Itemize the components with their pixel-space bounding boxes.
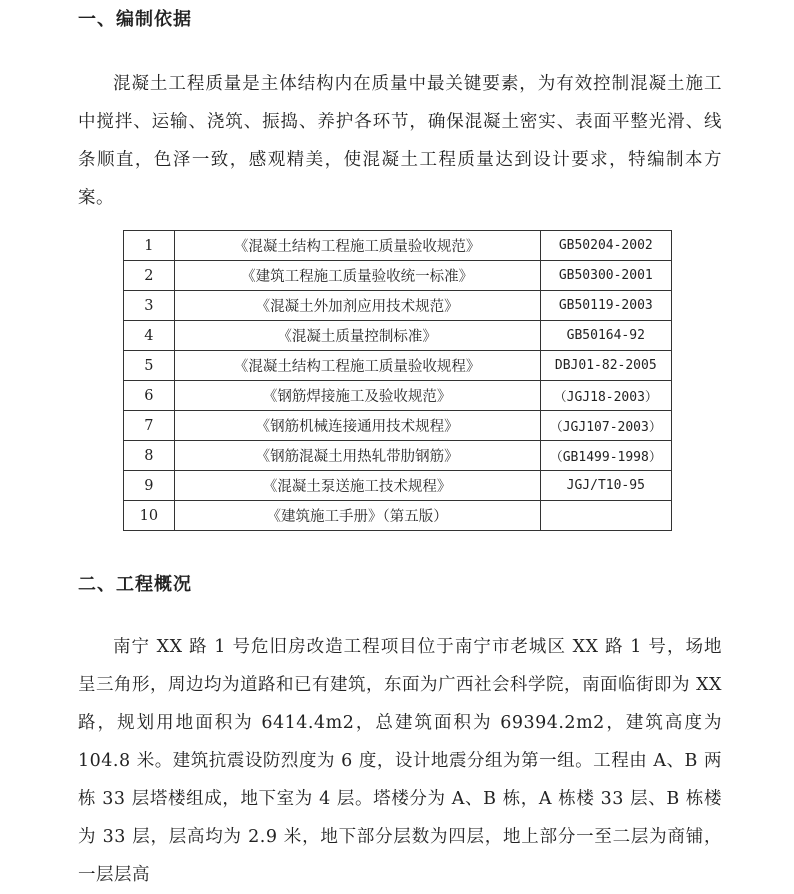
- reference-standards-table: [123, 230, 672, 531]
- row-number-cell: 8: [124, 441, 175, 471]
- row-number-cell: 6: [124, 381, 175, 411]
- basis-paragraph-text: 混凝土工程质量是主体结构内在质量中最关键要素，为有效控制混凝土施工中搅拌、运输、浇筑、振捣、养护各环节，确保混凝土密实、表面平整光滑、线条顺直，色泽一致，感观精美，使混凝土工程质量达到设计要求，特编制本方案。: [78, 74, 722, 208]
- standard-title-cell: 《建筑工程施工质量验收统一标准》: [174, 261, 540, 291]
- row-number-cell: 10: [124, 501, 175, 531]
- standard-title-cell: 《混凝土泵送施工技术规程》: [174, 471, 540, 501]
- overview-paragraph-text: 南宁 XX 路 1 号危旧房改造工程项目位于南宁市老城区 XX 路 1 号，场地呈三角形，周边均为道路和已有建筑，东面为广西社会科学院，南面临街即为 XX 路，规划用地面积为 6414.4m2，总建筑面积为 69394.2m2，建筑高度为 104.8 米。建筑抗震设防烈度为 6 度，设计地震分组为第一组。工程由 A、B 两栋 33 层塔楼组成，地下室为 4 层。塔楼分为 A、B 栋，A 栋楼 33 层、B 栋楼为 33 层，层高均为 2.9 米，地下部分层数为四层，地上部分一至二层为商铺，一层层高: [78, 637, 722, 885]
- section-heading-basis: 一、编制依据: [78, 9, 192, 30]
- standard-title-cell: 《混凝土外加剂应用技术规范》: [174, 291, 540, 321]
- standard-code-cell: GB50119-2003: [540, 291, 671, 321]
- standard-title-cell: 《建筑施工手册》（第五版）: [174, 501, 540, 531]
- standard-code-cell: JGJ/T10-95: [540, 471, 671, 501]
- table-row: [124, 411, 672, 441]
- row-number-cell: 9: [124, 471, 175, 501]
- table-row: [124, 381, 672, 411]
- row-number-cell: 1: [124, 231, 175, 261]
- standard-code-cell: GB50300-2001: [540, 261, 671, 291]
- table-row: [124, 291, 672, 321]
- table-row: [124, 231, 672, 261]
- standard-code-cell: [540, 501, 671, 531]
- section-heading-overview: 二、工程概况: [78, 574, 192, 595]
- standard-code-cell: （JGJ18-2003）: [540, 381, 671, 411]
- standard-code-cell: DBJ01-82-2005: [540, 351, 671, 381]
- standard-title-cell: 《混凝土质量控制标准》: [174, 321, 540, 351]
- standard-code-cell: GB50164-92: [540, 321, 671, 351]
- standard-title-cell: 《钢筋焊接施工及验收规范》: [174, 381, 540, 411]
- standard-title-cell: 《钢筋机械连接通用技术规程》: [174, 411, 540, 441]
- row-number-cell: 7: [124, 411, 175, 441]
- reference-table-body: [124, 231, 672, 531]
- table-row: [124, 351, 672, 381]
- table-row: [124, 471, 672, 501]
- row-number-cell: 3: [124, 291, 175, 321]
- row-number-cell: 5: [124, 351, 175, 381]
- table-row: [124, 321, 672, 351]
- basis-paragraph: [78, 65, 722, 217]
- table-row: [124, 501, 672, 531]
- standard-code-cell: GB50204-2002: [540, 231, 671, 261]
- standard-title-cell: 《钢筋混凝土用热轧带肋钢筋》: [174, 441, 540, 471]
- table-row: [124, 261, 672, 291]
- table-row: [124, 441, 672, 471]
- standard-title-cell: 《混凝土结构工程施工质量验收规程》: [174, 351, 540, 381]
- row-number-cell: 2: [124, 261, 175, 291]
- standard-code-cell: （GB1499-1998）: [540, 441, 671, 471]
- standard-title-cell: 《混凝土结构工程施工质量验收规范》: [174, 231, 540, 261]
- standard-code-cell: （JGJ107-2003）: [540, 411, 671, 441]
- row-number-cell: 4: [124, 321, 175, 351]
- overview-paragraph: [78, 628, 722, 894]
